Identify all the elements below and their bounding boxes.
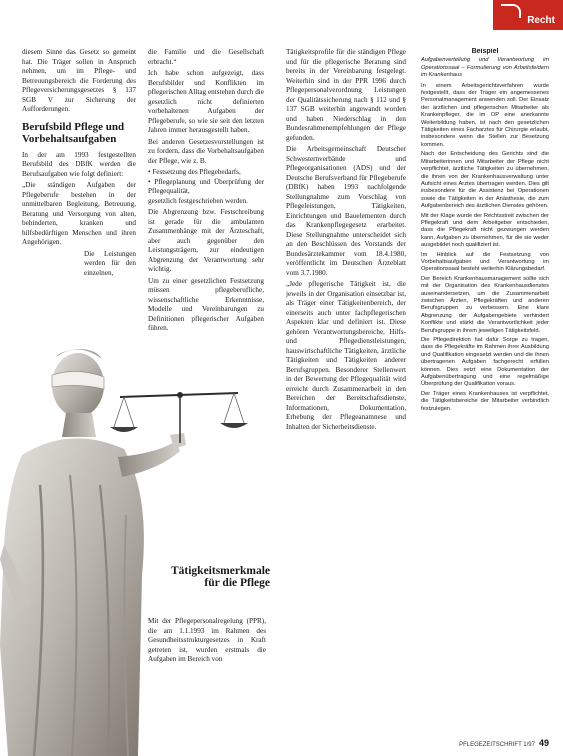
section-logo-mark xyxy=(501,4,521,18)
section-tab xyxy=(493,0,563,30)
section-heading-berufsbild: Berufsbild Pflege und Vorbehaltsaufgaben xyxy=(22,120,125,145)
example-paragraph-5: Der Bereich Krankenhausmanagement sollte sich mit der Organisation des Krankenhausdienstes auseinandersetzen, um die Zusammenarbeit zwischen Ärzten, Pflegekräften und anderen Berufsgruppen zu verbessern. Eine klare Abgrenzung der Aufgabengebiete verhindert Konflikte und stärkt die Verantwortlichkeit jeder Berufsgruppe in ihrem jeweiligen Tätigkeitsfeld. xyxy=(421,275,549,334)
col3-paragraph-1: Tätigkeitsprofile für die ständigen Pflege und für die pflegerische Beratung sind bereits in der Vereinbarung festgelegt. Weiterhin sind in der PPR 1996 durch Pflegepersonalverordnung Leistungen der Qualitätssicherung nach § 112 und § 137 SGB weiterhin angewandt worden und haben Niederschlag in den Bundesrahmenempfehlungen der Pflege gefunden. xyxy=(286,48,406,142)
col2b-paragraph-1: Mit der Pflegepersonalregelung (PPR), die am 1.1.1993 im Rahmen des Gesundheitsstrukturgesetzes in Kraft getreten ist, wurden erstmals die Aufgaben im Bereich von xyxy=(148,617,266,663)
col2-paragraph-4: gesetzlich festgeschrieben werden. xyxy=(148,196,248,205)
col2-paragraph-1: die Familie und die Gesellschaft erbracht.“ xyxy=(148,48,264,66)
col2-bullet-2: • Pflegeplanung und Überprüfung der Pflegequalität, xyxy=(148,177,264,195)
example-box-title: Beispiel xyxy=(471,48,499,55)
col1-paragraph-1: diesem Sinne das Gesetz so gemeint hat. Die Träger sollen in Anspruch nehmen, um im Pflege- und Betreuungsbereich die Forderung des Pflegeversicherungsgesetzes § 137 SGB V zur Sicherung der Aufforderungen. xyxy=(22,48,136,113)
col3-paragraph-2: Die Arbeitsgemeinschaft Deutscher Schwesternverbände und Pflegeorganisationen (ADS) und der Deutsche Berufsverband für Pflegeberufe (DBfK) haben 1993 nachfolgende Stellungnahme zum Vorschlag von Pflegeleistungen, Tätigkeiten, Einrichtungen und Bauelementen durch das Krankenpflegegesetz erarbeitet. Diese Stellungnahme unterscheidet sich an den Beschlüssen des Vorstands der Bundesärztekammer vom 18.4.1980, veröffentlicht im Deutschen Ärzteblatt vom 3.7.1980. xyxy=(286,145,406,277)
col2-paragraph-5: Die Abgrenzung bzw. Festschreibung ist gerade für die ambulanten Zusammenhänge mit der Ärzteschaft, aber auch gegenüber den Leistungsträgern, zur eindeutigen Abgrenzung der Verantwortung sehr wichtig. xyxy=(148,208,264,273)
example-paragraph-6: Die Pflegedirektion hat dafür Sorge zu tragen, dass die Pflegekräfte im Rahmen ihrer Ausbildung und Qualifikation eingesetzt werden und die ihnen übertragenen Aufgaben fachgerecht erfüllen können. Dies setzt eine Dokumentation der Aufgabenübertragung und eine regelmäßige Überprüfung der Qualifikation voraus. xyxy=(421,337,549,388)
col2-paragraph-2: Ich habe schon aufgezeigt, dass Berufsbilder und Konflikten im pflegerischen Alltag entstehen durch die gesetzlich nicht definierten vorbehaltenen Aufgaben der Pflegeberufe, so wie sie seit den letzten Jahren immer herausgestellt haben. xyxy=(148,69,264,134)
example-paragraph-3: Mit der Klage wurde der Rechtsstreit zwischen der Pflegekraft und dem Arbeitgeber entschieden, dass die Pflegekraft nicht gezwungen werden kann, Aufgaben zu übernehmen, für die sie weder ausgebildet noch qualifiziert ist. xyxy=(421,212,549,249)
col2-bullet-1: • Festsetzung des Pflegebedarfs, xyxy=(148,168,241,176)
section-label: Recht xyxy=(527,15,555,26)
example-paragraph-2: Nach der Entscheidung des Gerichts sind die Mitarbeiterinnen und Mitarbeiter der Pflege nicht verpflichtet, ärztliche Tätigkeiten zu übernehmen, die ihnen von der Krankenhausverwaltung unter Aufsicht eines Arztes übertragen werden. Dies gilt insbesondere für die Assistenz bei Operationen sowie die Tätigkeiten in der Anästhesie, die zum Aufgabenbereich des ärztlichen Dienstes gehören. xyxy=(421,151,549,210)
example-paragraph-7: Der Träger eines Krankenhauses ist verpflichtet, die Tätigkeitsbereiche der Mitarbeiter verbindlich festzulegen. xyxy=(421,390,549,412)
page-number: 49 xyxy=(538,738,549,748)
text-column-2 xyxy=(148,48,264,363)
col2-paragraph-6: Um zu einer gesetzlichen Festsetzung müssen pflegeberufliche, wissenschaftliche Erkenntnisse, Modelle und Vereinbarungen zu Definitionen pflegerischer Aufgaben führen. xyxy=(148,276,264,332)
text-column-1 xyxy=(22,48,136,280)
example-paragraph-4: Im Hinblick auf die Festsetzung von Vorbehaltsaufgaben und Verantwortung im Operationssaal besteht weiterhin Klärungsbedarf. xyxy=(421,251,549,273)
example-box-subtitle: Aufgabenverteilung und Verantwortung im Operationssaal – Formulierung von Arbeitsfeldern im Krankenhaus xyxy=(421,57,549,79)
section-heading-taetigkeitsmerkmale: Tätigkeitsmerkmale für die Pflege xyxy=(170,565,270,589)
text-column-3 xyxy=(286,48,406,728)
text-column-2-lower xyxy=(148,617,266,665)
page-footer xyxy=(459,738,549,748)
sidebar-example-box xyxy=(421,48,549,738)
col1-paragraph-2: In der am 1993 festgestellten Berufsbild des DBfK werden die Berufsaufgaben wie folgt definiert: xyxy=(22,150,136,178)
justitia-statue-image xyxy=(0,345,270,756)
col1-paragraph-3: „Die ständigen Aufgaben der Pflegeberufe bestehen in der unmittelbaren Begleitung, Betreuung, Beratung und Versorgung von alten, behinderten, kranken und hilfsbedürftigen Menschen und ihren Angehörigen. xyxy=(22,181,136,246)
col3-paragraph-3: „Jede pflegerische Tätigkeit ist, die jeweils in der Organisation einsetzbar ist, als Träger einer Tätigkeitenbereich, der einerseits auch unter fachpflegerischen Aspekten klar und definiert ist. Diese gehören Verantwortungsbereiche, Hilfs- und Pflegedienstleistungen, hauswirtschaftliche Tätigkeiten, ärztliche Tätigkeiten und Tätigkeiten anderer Berufsgruppen. Besonderer Stellenwert in der Bewertung der Pflegequalität wird erreicht durch Zusammenarbeit in den Bereichen der Bereitschaftsdienste, Informationen, Dokumentation, Erhebung der Pflegeanamnese und Inhalten der Sicherheitsdienste. xyxy=(286,280,406,431)
example-paragraph-1: In einem Arbeitsgerichtsverfahren wurde festgestellt, dass der Träger ein angemessenes Personalmanagement anwenden soll. Der Einsatz der ärztlichen und pflegerischen Mitarbeiter als Krankenpfleger, die im OP eine anerkannte Weiterbildung haben, ist nach den gesetzlichen Tätigkeiten eines Facharztes für Chirurgie erlaubt, insbesondere wenn die Stellen zur Besetzung kommen. xyxy=(421,82,549,148)
col2-paragraph-3: Bei anderen Gesetzesvorstellungen ist zu fordern, dass die Vorbehaltsaufgaben der Pflege, wie z. B. xyxy=(148,137,264,165)
col1-paragraph-4: Die Leistungen werden für den einzelnen, xyxy=(84,249,136,277)
footer-publication: PFLEGEZEITSCHRIFT 1/97 xyxy=(459,742,535,748)
